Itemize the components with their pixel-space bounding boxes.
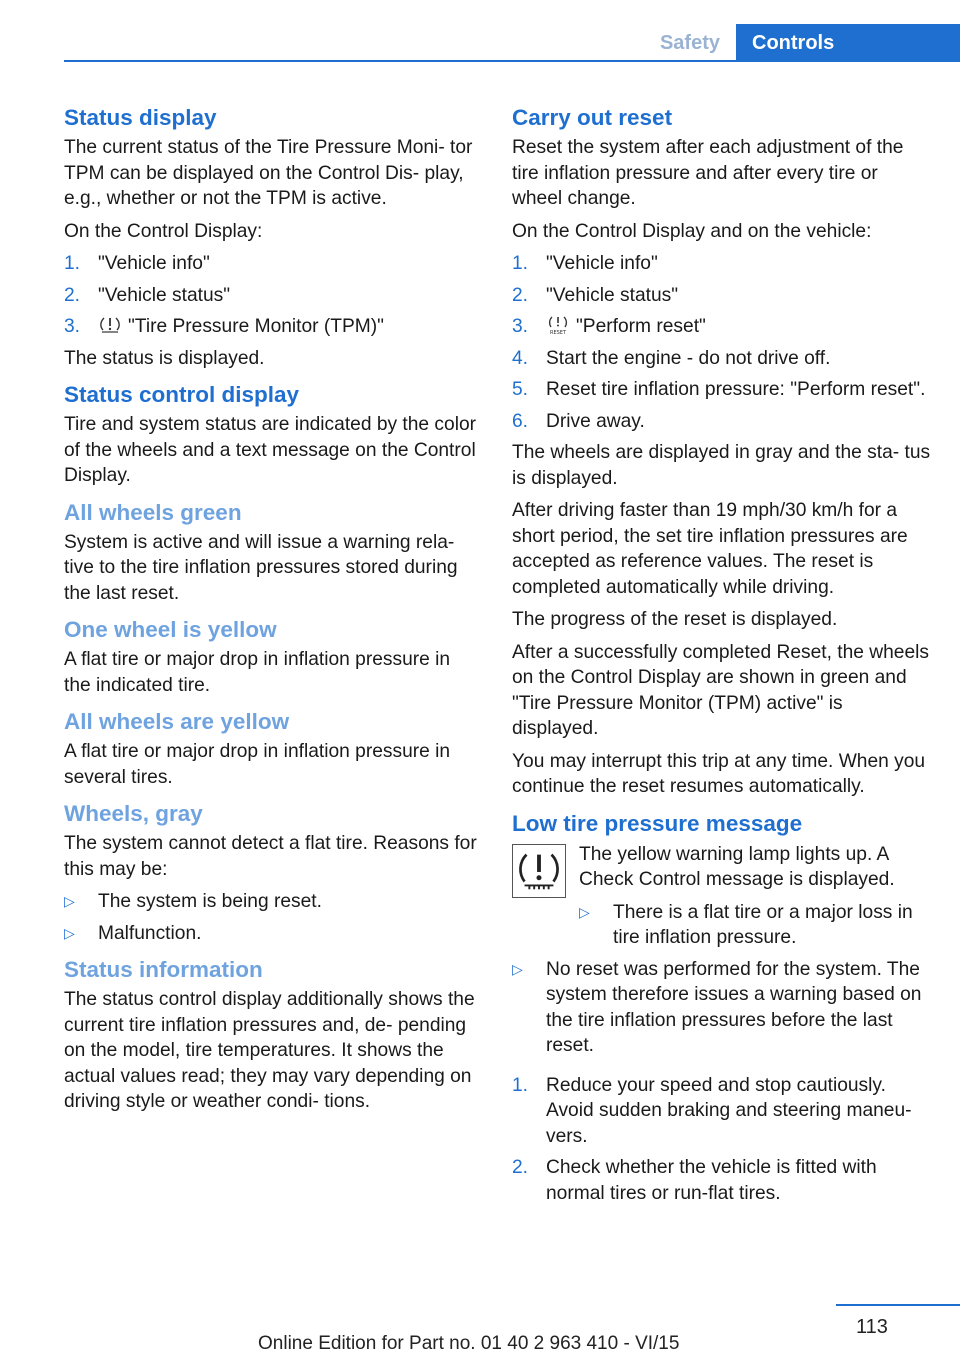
list-item: ▷ There is a flat tire or a major loss in tire inflation pressure.: [579, 901, 913, 948]
page-number-rule: [836, 1304, 960, 1306]
list-item: 2. "Vehicle status": [64, 284, 231, 306]
tire-pressure-warning-lamp-icon: [512, 844, 566, 898]
reset-p5: The progress of the reset is displayed.: [512, 609, 838, 630]
header-section-label: Safety: [659, 32, 720, 54]
status-control-text: Tire and system status are indicated by the color of the wheels and a text message on the Control Display.: [64, 414, 477, 486]
list-item: 1. Reduce your speed and stop cautiously. Avoid sudden braking and steering maneu‐ vers.: [512, 1074, 912, 1147]
low-pressure-bullets: [512, 957, 932, 1059]
status-display-intro: The current status of the Tire Pressure Moni‐ tor TPM can be displayed on the Control Dis‐ play, e.g., whether or not the TPM is active.: [64, 137, 473, 209]
reset-p3: The wheels are displayed in gray and the sta‐ tus is displayed.: [512, 442, 931, 489]
all-yellow-heading: All wheels are yellow: [64, 709, 290, 734]
status-info-heading: Status information: [64, 957, 263, 982]
reset-steps: [512, 251, 932, 434]
gray-reasons: [64, 889, 480, 946]
status-info-text: The status control display additionally shows the current tire inflation pressures and, de‐ pending on the model, tire temperatures. It shows the actual values read; they may vary depending on driving style or weather condi‐ tions.: [64, 989, 475, 1112]
list-item: 3. RESET "Perform reset": [512, 316, 706, 337]
status-display-where: On the Control Display:: [64, 220, 263, 242]
list-item: 2. Check whether the vehicle is fitted with normal tires or run-flat tires.: [512, 1157, 877, 1204]
low-pressure-sub-bullets: [579, 900, 932, 951]
list-item: ▷ No reset was performed for the system. The system therefore issues a warning based on the tire inflation pressures before the last reset.: [512, 958, 922, 1056]
header-chapter-tab: Controls: [736, 24, 960, 62]
reset-where: On the Control Display and on the vehicle:: [512, 220, 872, 242]
reset-p6: After a successfully completed Reset, the wheels on the Control Display are shown in green and "Tire Pressure Monitor (TPM) active" is displayed.: [512, 641, 929, 739]
list-item: 1. "Vehicle info": [64, 253, 210, 274]
page-number: 113: [856, 1316, 888, 1338]
one-yellow-text: A flat tire or major drop in inflation pressure in the indicated tire.: [64, 649, 451, 696]
list-item: 3. "Tire Pressure Monitor (TPM)": [64, 316, 384, 337]
list-item: ▷ Malfunction.: [64, 922, 202, 944]
list-item: 6. Drive away.: [512, 410, 645, 432]
header-rule: [64, 60, 960, 62]
list-item: 1. "Vehicle info": [512, 253, 658, 274]
status-display-result: The status is displayed.: [64, 347, 265, 369]
reset-intro: Reset the system after each adjustment of the tire inflation pressure and after every tire or wheel change.: [512, 137, 904, 209]
list-item: 4. Start the engine - do not drive off.: [512, 347, 831, 369]
gray-heading: Wheels, gray: [64, 801, 203, 826]
all-yellow-text: A flat tire or major drop in inflation pressure in several tires.: [64, 741, 451, 788]
page-header: [0, 24, 960, 62]
low-pressure-steps: [512, 1073, 932, 1207]
list-item: 2. "Vehicle status": [512, 284, 679, 306]
svg-text:RESET: RESET: [549, 330, 567, 335]
all-green-heading: All wheels green: [64, 499, 242, 525]
one-yellow-heading: One wheel is yellow: [64, 617, 277, 642]
low-pressure-heading: Low tire pressure message: [512, 810, 803, 836]
list-item: ▷ The system is being reset.: [64, 891, 322, 912]
right-column: [512, 104, 932, 1212]
tire-pressure-icon: [98, 315, 122, 335]
all-green-text: System is active and will issue a warning rela‐ tive to the tire inflation pressures stored during the last reset.: [64, 531, 458, 604]
reset-p7: You may interrupt this trip at any time. When you continue the reset resumes automatically.: [512, 750, 926, 797]
low-pressure-text: The yellow warning lamp lights up. A Check Control message is displayed.: [579, 843, 895, 890]
reset-p4: After driving faster than 19 mph/30 km/h for a short period, the set tire inflation pressures are accepted as reference values. The reset is completed automatically while driving.: [512, 500, 908, 598]
footer-edition: Online Edition for Part no. 01 40 2 963 410 - VI/15: [258, 1333, 680, 1354]
status-control-heading: Status control display: [64, 382, 300, 407]
gray-text: The system cannot detect a flat tire. Reasons for this may be:: [64, 833, 477, 880]
left-column: [64, 104, 480, 1122]
low-pressure-warning: [512, 842, 932, 951]
reset-icon: [546, 315, 570, 335]
reset-heading: Carry out reset: [512, 105, 673, 130]
status-display-heading: Status display: [64, 105, 217, 130]
list-item: 5. Reset tire inflation pressure: "Perform reset".: [512, 379, 926, 400]
status-display-steps: [64, 251, 480, 340]
